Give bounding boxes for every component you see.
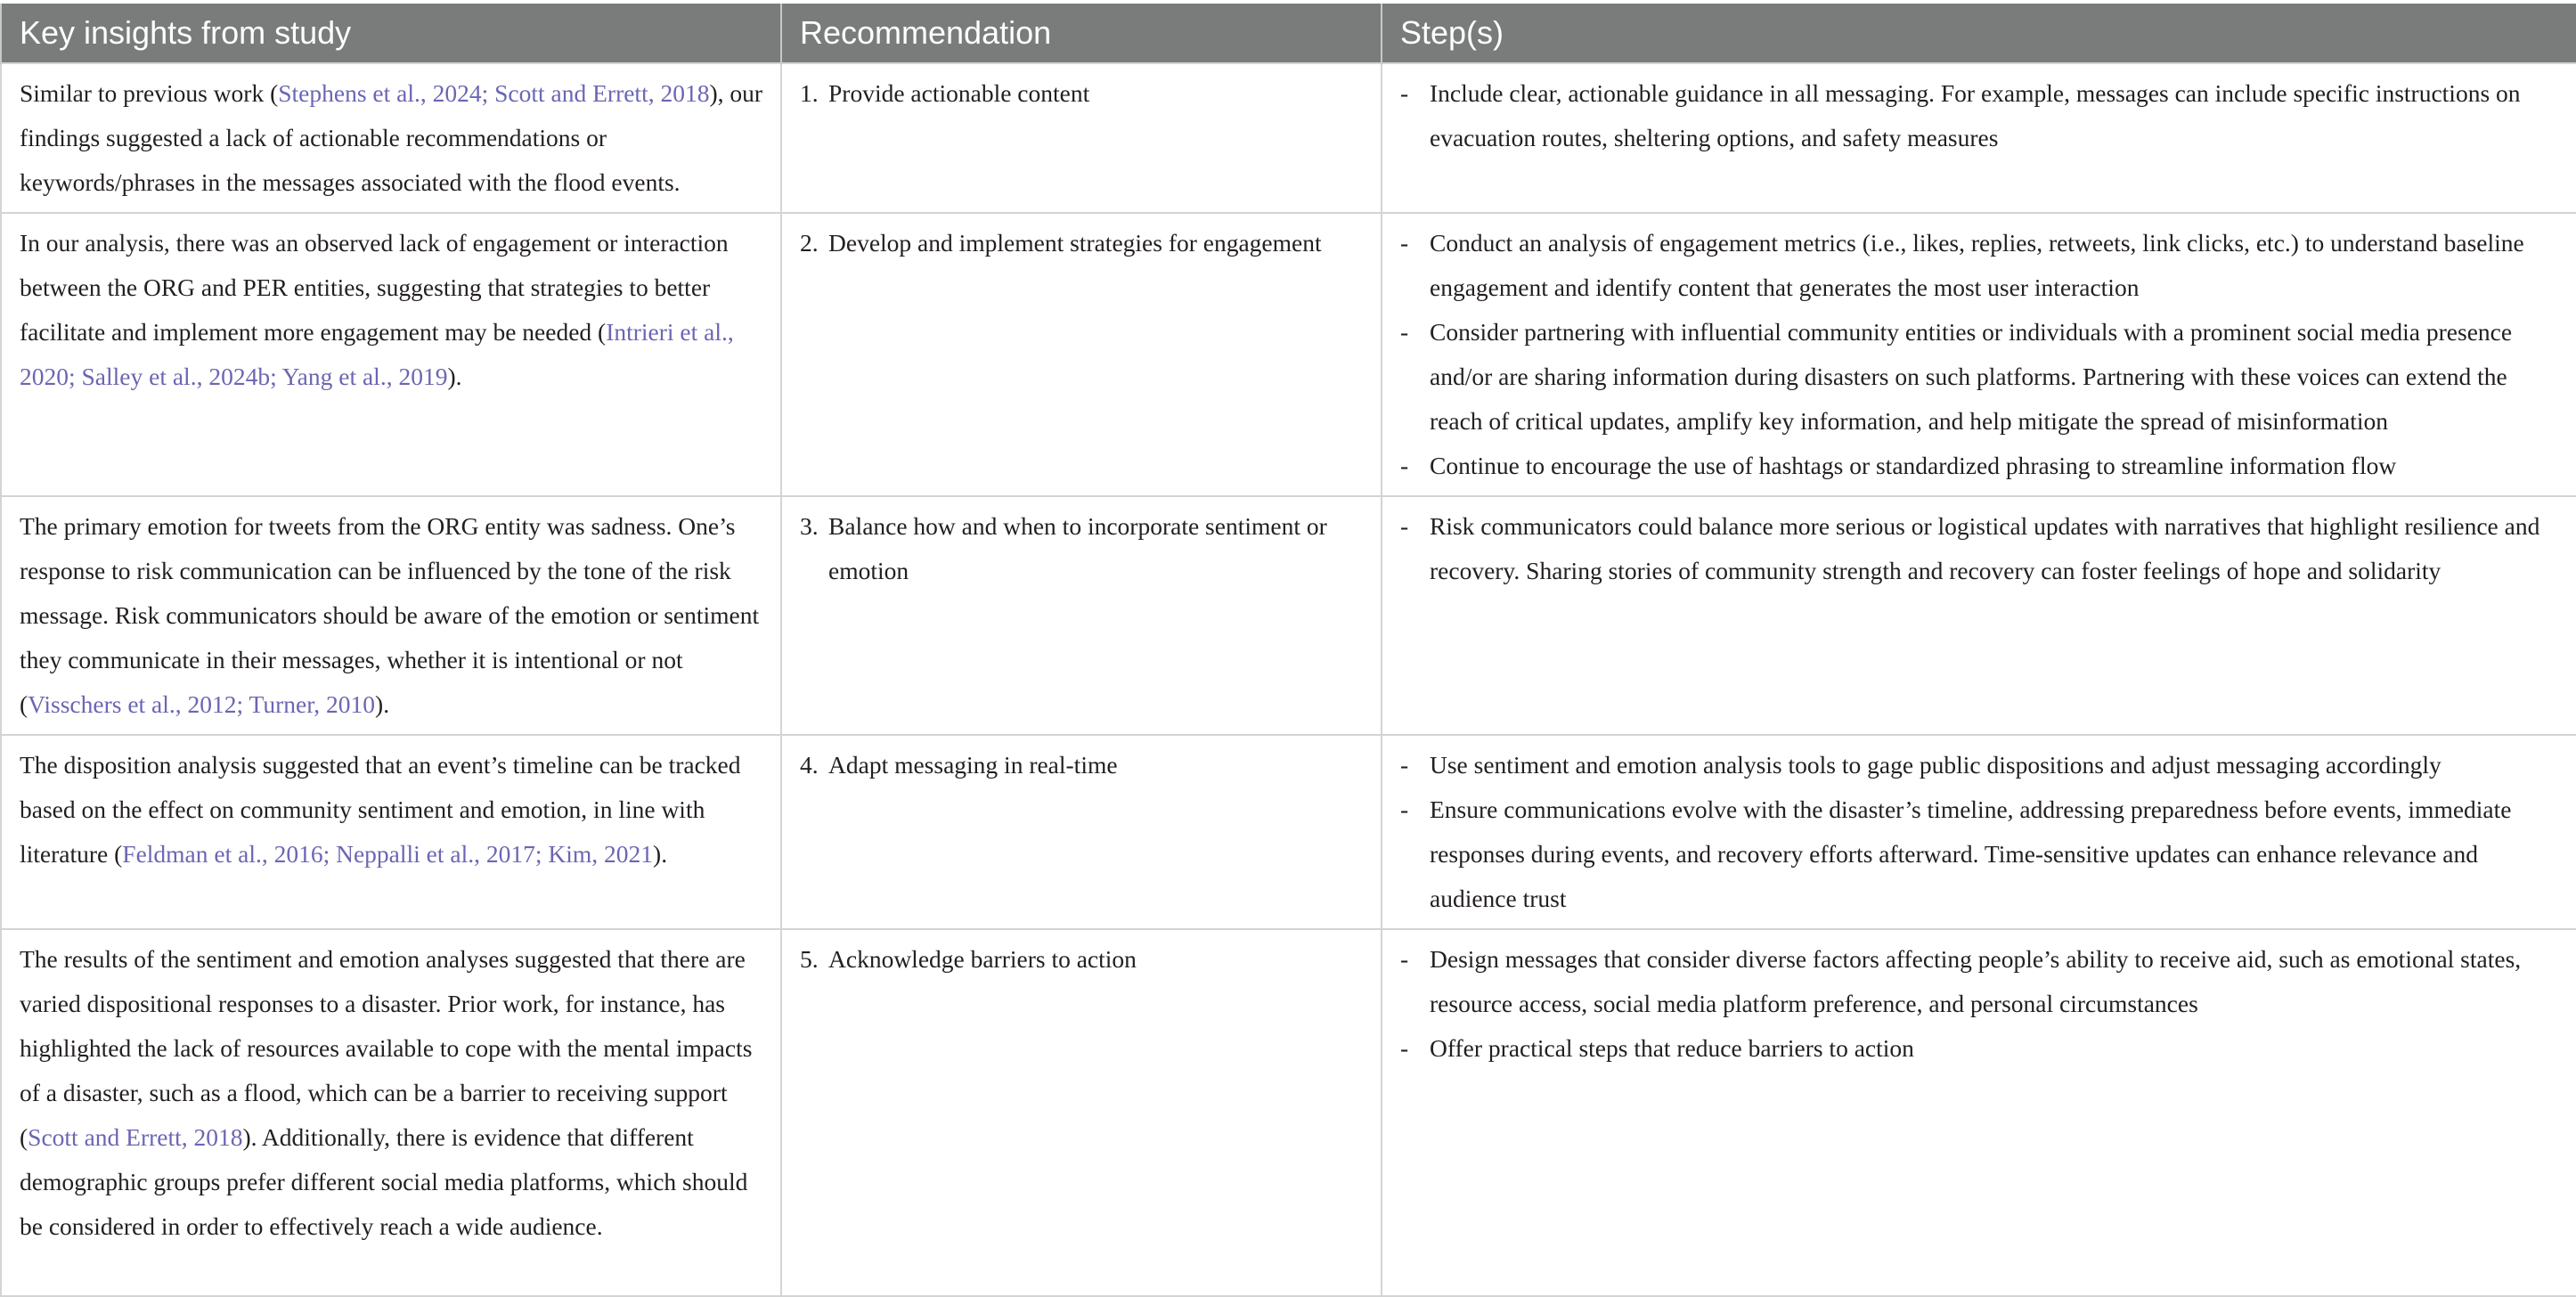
dash-bullet-icon: - — [1400, 79, 1409, 107]
step-item — [1400, 444, 2560, 488]
header-recommendation: Recommendation — [781, 4, 1382, 63]
dash-bullet-icon: - — [1400, 452, 1409, 479]
step-text: Include clear, actionable guidance in all messaging. For example, messages can include specific instructions on evacuation routes, sheltering options, and safety measures — [1430, 79, 2521, 151]
insight-text-end: ). — [375, 690, 390, 718]
step-item — [1400, 504, 2560, 593]
step-item — [1400, 310, 2560, 444]
dash-bullet-icon: - — [1400, 945, 1409, 973]
citation-link[interactable]: Scott and Errett, 2018 — [28, 1123, 243, 1151]
recommendation-number: 3. — [800, 512, 819, 540]
insight-text-end: ), our findings suggested a lack of actionable recommendations or keywords/phrases in the messages associated with the flood events. — [20, 79, 763, 196]
recommendation-item — [800, 743, 1365, 787]
steps-list — [1400, 504, 2560, 593]
header-key-insights: Key insights from study — [1, 4, 781, 63]
step-item — [1400, 937, 2560, 1026]
citation-link[interactable]: Feldman et al., 2016; Neppalli et al., 2017; Kim, 2021 — [122, 840, 654, 868]
insight-cell — [1, 496, 781, 735]
step-text: Continue to encourage the use of hashtags or standardized phrasing to streamline information flow — [1430, 452, 2397, 479]
citation-link[interactable]: Intrieri et al., 2020; Salley et al., 2024b; Yang et al., 2019 — [20, 318, 734, 390]
table-row — [1, 213, 2576, 496]
insight-text-end: ). — [653, 840, 668, 868]
recommendation-item — [800, 221, 1365, 265]
recommendation-number: 4. — [800, 751, 819, 779]
insight-text: The results of the sentiment and emotion analyses suggested that there are varied dispositional responses to a disaster. Prior work, for instance, has highlighted the lack of resources available to cope with the mental impacts of a disaster, such as a flood, which can be a barrier to receiving support ( — [20, 945, 753, 1151]
insight-cell — [1, 213, 781, 496]
insight-text: Similar to previous work ( — [20, 79, 279, 107]
insight-cell — [1, 929, 781, 1296]
steps-cell — [1382, 63, 2576, 213]
recommendation-text: Provide actionable content — [828, 79, 1090, 107]
recommendation-number: 5. — [800, 945, 819, 973]
recommendation-item — [800, 71, 1365, 116]
dash-bullet-icon: - — [1400, 318, 1409, 346]
insight-text-end: ). — [447, 363, 462, 390]
recommendation-cell — [781, 929, 1382, 1296]
insight-text: The primary emotion for tweets from the ORG entity was sadness. One’s response to risk communication can be influenced by the tone of the risk message. Risk communicators should be aware of the emotion or sentiment they communicate in their messages, whether it is intentional or not ( — [20, 512, 760, 718]
citation-link[interactable]: Stephens et al., 2024; Scott and Errett, 2018 — [278, 79, 710, 107]
steps-cell — [1382, 735, 2576, 929]
header-steps: Step(s) — [1382, 4, 2576, 63]
steps-cell — [1382, 496, 2576, 735]
dash-bullet-icon: - — [1400, 229, 1409, 257]
step-text: Design messages that consider diverse factors affecting people’s ability to receive aid, such as emotional states, resource access, social media platform preference, and personal circumstances — [1430, 945, 2522, 1017]
insight-cell — [1, 63, 781, 213]
recommendation-cell — [781, 63, 1382, 213]
step-text: Consider partnering with influential community entities or individuals with a prominent social media presence and/or are sharing information during disasters on such platforms. Partnering with these voices can extend the reach of critical updates, amplify key information, and help mitigate the spread of misinformation — [1430, 318, 2513, 435]
steps-list — [1400, 71, 2560, 160]
insight-text-end: ). Additionally, there is evidence that different demographic groups prefer different social media platforms, which should be considered in order to effectively reach a wide audience. — [20, 1123, 748, 1240]
step-item — [1400, 1026, 2560, 1071]
dash-bullet-icon: - — [1400, 512, 1409, 540]
table-row — [1, 735, 2576, 929]
recommendation-text: Balance how and when to incorporate sentiment or emotion — [828, 512, 1327, 584]
header-row — [1, 4, 2576, 63]
dash-bullet-icon: - — [1400, 751, 1409, 779]
table-row — [1, 496, 2576, 735]
insights-table — [0, 4, 2576, 1297]
insight-cell — [1, 735, 781, 929]
recommendation-cell — [781, 735, 1382, 929]
steps-list — [1400, 743, 2560, 921]
recommendation-item — [800, 504, 1365, 593]
table-header — [1, 4, 2576, 63]
recommendation-number: 2. — [800, 229, 819, 257]
insight-text: The disposition analysis suggested that an event’s timeline can be tracked based on the effect on community sentiment and emotion, in line with literature ( — [20, 751, 741, 868]
insight-text: In our analysis, there was an observed lack of engagement or interaction between the ORG and PER entities, suggesting that strategies to better facilitate and implement more engagement may be needed ( — [20, 229, 729, 346]
recommendation-text: Develop and implement strategies for engagement — [828, 229, 1322, 257]
step-text: Ensure communications evolve with the disaster’s timeline, addressing preparedness before events, immediate responses during events, and recovery efforts afterward. Time-sensitive updates can enhance relevance and audience trust — [1430, 795, 2512, 912]
steps-cell — [1382, 929, 2576, 1296]
table-row — [1, 63, 2576, 213]
step-item — [1400, 743, 2560, 787]
step-item — [1400, 787, 2560, 921]
table-body — [1, 63, 2576, 1296]
recommendation-text: Acknowledge barriers to action — [828, 945, 1137, 973]
citation-link[interactable]: Visschers et al., 2012; Turner, 2010 — [28, 690, 376, 718]
dash-bullet-icon: - — [1400, 795, 1409, 823]
step-text: Use sentiment and emotion analysis tools to gage public dispositions and adjust messaging accordingly — [1430, 751, 2441, 779]
recommendation-text: Adapt messaging in real-time — [828, 751, 1118, 779]
recommendation-number: 1. — [800, 79, 819, 107]
recommendation-cell — [781, 213, 1382, 496]
step-text: Conduct an analysis of engagement metrics (i.e., likes, replies, retweets, link clicks, etc.) to understand baseline engagement and identify content that generates the most user interaction — [1430, 229, 2524, 301]
step-item — [1400, 71, 2560, 160]
steps-list — [1400, 221, 2560, 488]
dash-bullet-icon: - — [1400, 1034, 1409, 1062]
recommendation-item — [800, 937, 1365, 982]
step-item — [1400, 221, 2560, 310]
steps-cell — [1382, 213, 2576, 496]
table-row — [1, 929, 2576, 1296]
steps-list — [1400, 937, 2560, 1071]
recommendation-cell — [781, 496, 1382, 735]
step-text: Risk communicators could balance more serious or logistical updates with narratives that highlight resilience and recovery. Sharing stories of community strength and recovery can foster feelings of hope and solidarity — [1430, 512, 2540, 584]
step-text: Offer practical steps that reduce barriers to action — [1430, 1034, 1914, 1062]
